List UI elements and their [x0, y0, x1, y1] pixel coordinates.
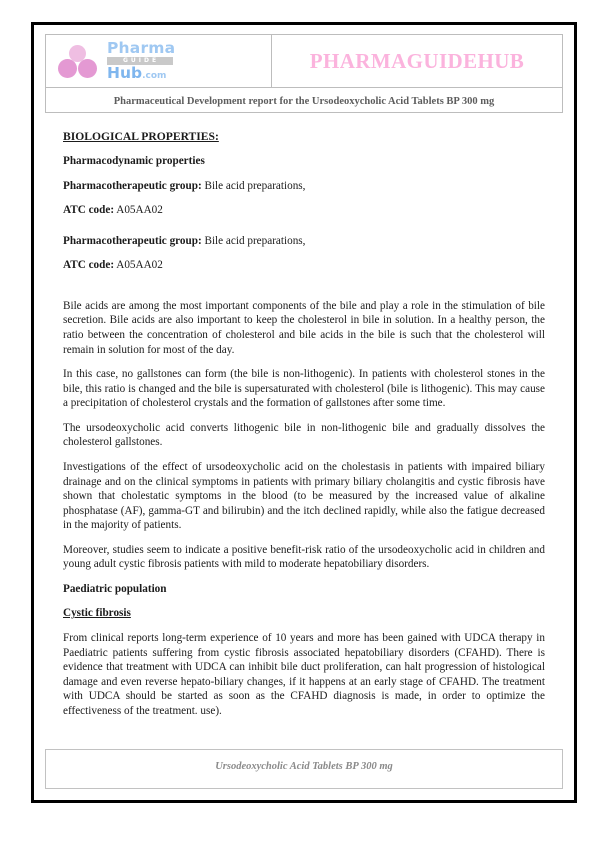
- heading-paediatric-population: Paediatric population: [63, 582, 167, 595]
- logo-dots-icon: [56, 44, 102, 78]
- document-header-table: [45, 34, 563, 113]
- header-subtitle-row: [46, 88, 563, 113]
- atc-value-1: A05AA02: [114, 204, 163, 217]
- footer-text: Ursodeoxycholic Acid Tablets BP 300 mg: [215, 761, 393, 772]
- logo-word-hub-line: [107, 66, 175, 82]
- document-footer: [45, 749, 563, 789]
- atc-code-line-2: [63, 258, 545, 273]
- report-subtitle: Pharmaceutical Development report for the Ursodeoxycholic Acid Tablets BP 300 mg: [113, 96, 495, 107]
- pharmaguidehub-logo: [56, 38, 271, 82]
- subsection-heading-pharmacodynamic-properties: Pharmacodynamic properties: [63, 155, 205, 168]
- paragraph-gallstones: In this case, no gallstones can form (the bile is non-lithogenic). In patients with cholesterol stones in the bile, this ratio is changed and the bile is supersaturated with cholesterol (bile is lithogenic). This may cause a precipitation of cholesterol crystals and the formation of gallstones after some time.: [63, 368, 545, 410]
- atc-label-1: ATC code:: [63, 204, 115, 217]
- paragraph-ursodeoxycholic-conversion: The ursodeoxycholic acid converts lithogenic bile in non-lithogenic bile and gradually dissolves the cholesterol gallstones.: [63, 421, 545, 449]
- group-value-2: Bile acid preparations,: [201, 234, 306, 247]
- logo-word-pharma: Pharma: [107, 38, 176, 57]
- paragraph-bile-acids: Bile acids are among the most important components of the bile and play a role in the stimulation of bile secretion. Bile acids are also important to keep the cholesterol in bile in solution. In a healthy person, the ratio between the concentration of cholesterol and bile acids in the bile is such that the cholesterol will remain in solution for most of the day.: [63, 299, 545, 356]
- header-subtitle-cell: [46, 88, 563, 113]
- pharmacotherapeutic-group-line-2: [63, 234, 545, 249]
- spacer: [63, 289, 545, 299]
- logo-word-hub: Hub: [107, 64, 143, 82]
- document-body: [39, 113, 569, 718]
- atc-label-2: ATC code:: [63, 259, 115, 272]
- section-heading-biological-properties: BIOLOGICAL PROPERTIES:: [63, 130, 219, 143]
- header-logo-cell: [46, 35, 272, 88]
- paragraph-cfahd: From clinical reports long-term experience of 10 years and more has been gained with UDCA therapy in Paediatric patients suffering from cystic fibrosis associated hepatobiliary disorders (CFAHD). There is evidence that treatment with UDCA can inhibit bile duct proliferation, can halt progression of histological damage and even reverse hepato-biliary changes, if it happens at an early stage of CFAHD. The treatment with UDCA should be started as soon as the CFAHD diagnosis is made, in order to optimize the effectiveness of the treatment. use).: [63, 632, 545, 717]
- logo-dot-bottom-right-icon: [78, 59, 97, 78]
- header-title-cell: [272, 35, 563, 88]
- page-content-area: [39, 30, 569, 795]
- pharmacotherapeutic-group-line-1: [63, 179, 545, 194]
- logo-word-dotcom: .com: [142, 71, 167, 81]
- site-title: PHARMAGUIDEHUB: [309, 48, 525, 73]
- paragraph-benefit-risk: Moreover, studies seem to indicate a positive benefit-risk ratio of the ursodeoxycholic acid in children and young adult cystic fibrosis patients with mild to moderate hepatobiliary disorders.: [63, 543, 545, 571]
- header-brand-row: [46, 35, 563, 88]
- group-value-1: Bile acid preparations,: [201, 179, 306, 192]
- atc-code-line-1: [63, 203, 545, 218]
- group-label-1: Pharmacotherapeutic group:: [63, 179, 202, 192]
- group-label-2: Pharmacotherapeutic group:: [63, 234, 202, 247]
- logo-word-guide: GUIDE: [107, 57, 173, 65]
- logo-dot-bottom-left-icon: [58, 59, 77, 78]
- atc-value-2: A05AA02: [114, 259, 163, 272]
- heading-cystic-fibrosis: Cystic fibrosis: [63, 607, 131, 620]
- paragraph-investigations: Investigations of the effect of ursodeoxycholic acid on the cholestasis in patients with impaired biliary drainage and on the clinical symptoms in patients with primary biliary cholangitis and cystic fibrosis have shown that cholestatic symptoms in the blood (to be measured by the increased value of alkaline phosphatase (AF), gamma-GT and bilirubin) and the itch declined rapidly, while also the fatigue decreased in the majority of patients.: [63, 460, 545, 532]
- logo-wordmark: [107, 38, 176, 82]
- page-border-frame: [31, 22, 577, 803]
